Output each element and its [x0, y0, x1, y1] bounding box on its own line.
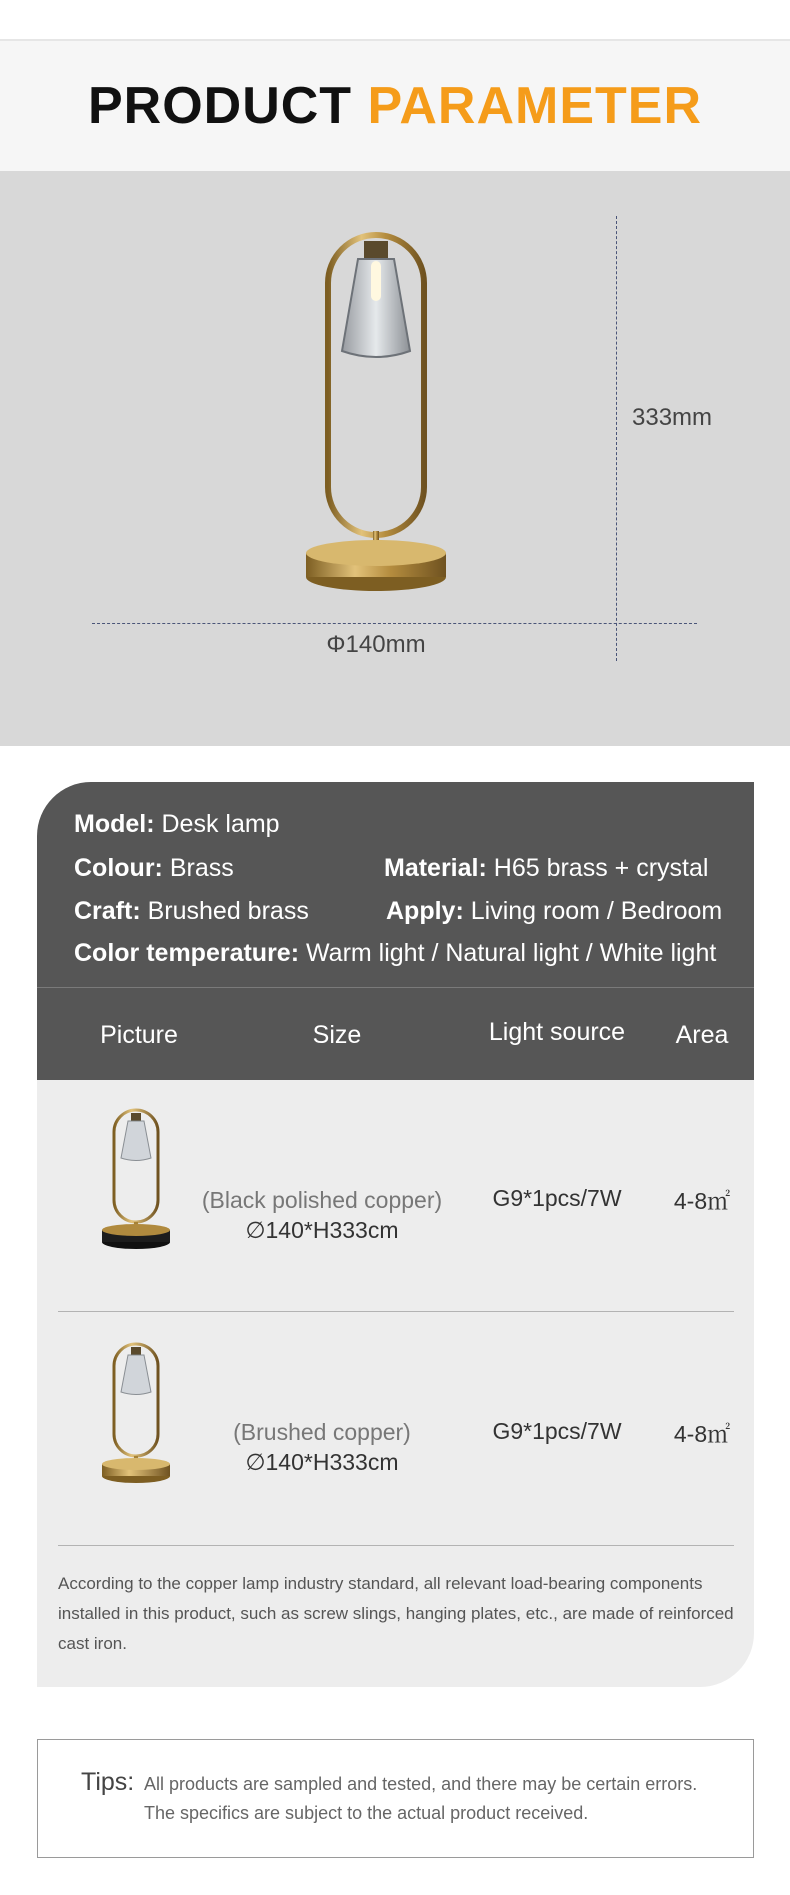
title-word-parameter: PARAMETER — [367, 77, 703, 135]
spec-material-key: Material: — [384, 854, 487, 882]
row-size-dimensions: ∅140*H333cm — [245, 1449, 399, 1475]
spec-colour — [74, 853, 234, 883]
desk-lamp-image — [300, 231, 460, 591]
spec-apply-value: Living room / Bedroom — [470, 897, 723, 925]
diameter-dimension-label: Φ140mm — [326, 631, 426, 658]
dimension-panel — [0, 171, 790, 746]
spec-colour-value: Brass — [169, 854, 234, 882]
spec-color-temperature — [74, 938, 716, 968]
spec-craft-key: Craft: — [74, 897, 141, 925]
row-size-name: (Brushed copper) — [233, 1419, 411, 1445]
row-size — [187, 1417, 457, 1477]
column-header-size: Size — [312, 1021, 362, 1049]
width-guide-line — [92, 623, 697, 624]
spec-material — [384, 853, 708, 883]
spec-craft — [74, 896, 309, 926]
row-size — [187, 1185, 457, 1245]
black-base-lamp-icon — [101, 1108, 175, 1250]
spec-apply — [386, 896, 722, 926]
column-header-picture: Picture — [100, 1021, 178, 1049]
brass-base-lamp-icon — [101, 1342, 175, 1484]
spec-model-value: Desk lamp — [161, 810, 280, 838]
row-divider — [58, 1545, 734, 1546]
row-area: 4-8㎡ — [673, 1188, 731, 1214]
spec-apply-key: Apply: — [386, 897, 464, 925]
spec-model-key: Model: — [74, 810, 155, 838]
table-header — [37, 988, 754, 1080]
spec-craft-value: Brushed brass — [147, 897, 309, 925]
spec-model — [74, 809, 280, 839]
row-size-name: (Black polished copper) — [201, 1187, 443, 1213]
page-title — [0, 74, 790, 138]
load-bearing-note: According to the copper lamp industry standard, all relevant load-bearing components installed in this product, such as screw slings, hanging plates, etc., are made of reinforced cast iron. — [58, 1574, 734, 1653]
column-header-area: Area — [675, 1021, 729, 1049]
column-header-light-source: Light source — [488, 1018, 626, 1046]
row-light-source: G9*1pcs/7W — [492, 1185, 622, 1211]
tips-label: Tips: — [81, 1768, 135, 1796]
spec-temp-key: Color temperature: — [74, 939, 300, 967]
row-light-source: G9*1pcs/7W — [492, 1418, 622, 1444]
height-dimension-label: 333mm — [632, 404, 713, 431]
row-size-dimensions: ∅140*H333cm — [245, 1217, 399, 1243]
tips-box — [37, 1739, 754, 1858]
tips-line-1: All products are sampled and tested, and there may be certain errors. — [144, 1774, 698, 1794]
row-area: 4-8㎡ — [673, 1421, 731, 1447]
table-row — [37, 1080, 754, 1314]
spec-colour-key: Colour: — [74, 854, 163, 882]
spec-material-value: H65 brass + crystal — [493, 854, 709, 882]
table-row — [37, 1312, 754, 1546]
title-word-product: PRODUCT — [87, 77, 353, 135]
tips-line-2: The specifics are subject to the actual product received. — [144, 1803, 589, 1823]
height-guide-line — [616, 216, 617, 661]
spec-card — [37, 782, 754, 1687]
spec-temp-value: Warm light / Natural light / White light — [306, 939, 717, 967]
spec-summary — [37, 782, 754, 987]
